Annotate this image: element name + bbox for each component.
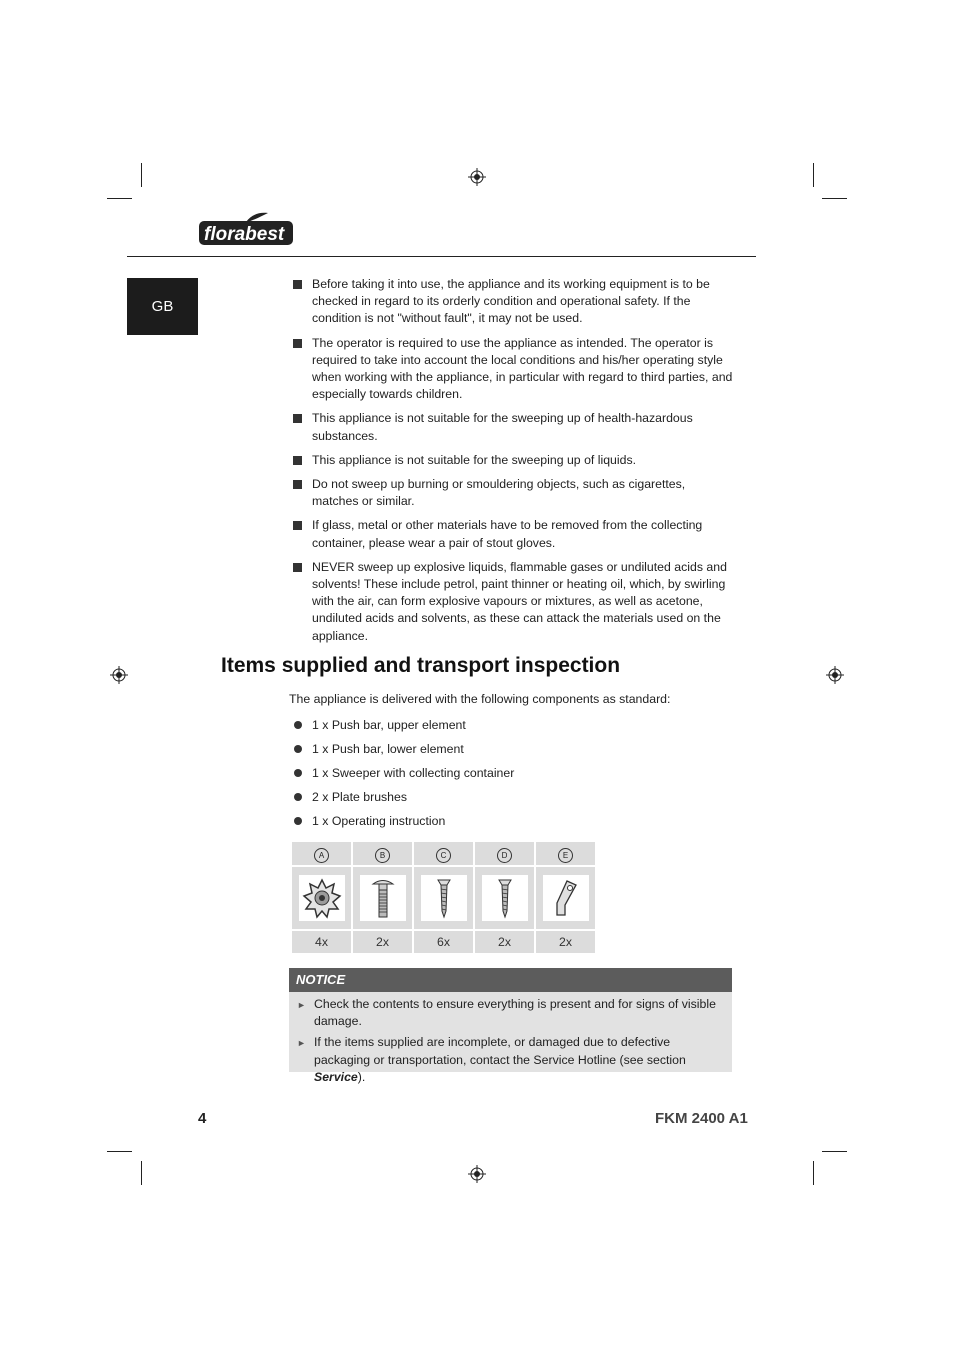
crop-mark — [813, 1161, 814, 1185]
registration-mark-icon — [468, 1165, 486, 1183]
header-rule — [127, 256, 756, 257]
parts-list — [293, 716, 514, 836]
crop-mark — [813, 163, 814, 187]
safety-item: This appliance is not suitable for the sweeping up of liquids. — [293, 452, 735, 469]
notice-item: ► If the items supplied are incomplete, or damaged due to defective packaging or transportation, contact the Service Hotline (see section Service). — [297, 1035, 686, 1084]
part-quantity: 4x — [292, 931, 351, 953]
model-number: FKM 2400 A1 — [655, 1110, 748, 1127]
table-cell — [353, 865, 412, 931]
square-bullet-icon — [293, 456, 302, 465]
bullet-icon — [294, 793, 302, 801]
part-quantity: 6x — [414, 931, 473, 953]
florabest-logo — [198, 212, 294, 246]
list-item: 1 x Sweeper with collecting container — [293, 764, 514, 788]
registration-mark-icon — [826, 666, 844, 684]
parts-table — [290, 842, 597, 953]
table-cell — [536, 865, 595, 931]
table-cell — [475, 842, 534, 865]
square-bullet-icon — [293, 480, 302, 489]
table-cell — [475, 865, 534, 931]
list-item: 2 x Plate brushes — [293, 788, 514, 812]
bullet-icon — [294, 769, 302, 777]
square-bullet-icon — [293, 339, 302, 348]
part-label: D — [497, 848, 512, 863]
language-tab: GB — [127, 278, 198, 335]
table-cell — [292, 865, 351, 931]
part-label: B — [375, 848, 390, 863]
crop-mark — [822, 198, 847, 199]
registration-mark-icon — [110, 666, 128, 684]
table-cell — [353, 842, 412, 865]
safety-item: This appliance is not suitable for the sweeping up of health-hazardous substances. — [293, 410, 735, 444]
safety-list — [293, 276, 735, 652]
table-cell — [414, 842, 473, 865]
square-bullet-icon — [293, 563, 302, 572]
notice-title: NOTICE — [289, 968, 732, 992]
list-item: 1 x Push bar, upper element — [293, 716, 514, 740]
registration-mark-icon — [468, 168, 486, 186]
list-item: 1 x Push bar, lower element — [293, 740, 514, 764]
safety-item: The operator is required to use the appliance as intended. The operator is required to take into account the local conditions and his/her operating style when working with the appliance, in particular with regard to third parties, and especially towards children. — [293, 335, 735, 404]
safety-item: If glass, metal or other materials have to be removed from the collecting container, please wear a pair of stout gloves. — [293, 517, 735, 551]
crop-mark — [107, 1151, 132, 1152]
crop-mark — [107, 198, 132, 199]
carriage-bolt-icon — [360, 875, 406, 921]
part-quantity: 2x — [475, 931, 534, 953]
bullet-icon — [294, 817, 302, 825]
part-label: E — [558, 848, 573, 863]
part-label: C — [436, 848, 451, 863]
square-bullet-icon — [293, 521, 302, 530]
arrow-right-icon: ► — [297, 1000, 306, 1010]
logo-text: florabest — [204, 224, 285, 245]
notice-item: ► Check the contents to ensure everything is present and for signs of visible damage. — [297, 997, 716, 1029]
safety-item: Do not sweep up burning or smouldering objects, such as cigarettes, matches or similar. — [293, 476, 735, 510]
service-reference: Service — [314, 1069, 358, 1084]
safety-item: Before taking it into use, the appliance and its working equipment is to be checked in regard to its orderly condition and operational safety. If the condition is not "without fault", it may not be used. — [293, 276, 735, 328]
section-heading: Items supplied and transport inspection — [221, 654, 621, 677]
crop-mark — [141, 163, 142, 187]
star-knob-icon — [299, 875, 345, 921]
screw-icon — [482, 875, 528, 921]
part-quantity: 2x — [536, 931, 595, 953]
table-cell — [536, 842, 595, 865]
part-label: A — [314, 848, 329, 863]
page-number: 4 — [198, 1110, 207, 1127]
crop-mark — [822, 1151, 847, 1152]
screw-icon — [421, 875, 467, 921]
leaf-icon — [198, 212, 294, 246]
safety-item: NEVER sweep up explosive liquids, flammable gases or undiluted acids and solvents! These include petrol, paint thinner or heating oil, which, by swirling with the air, can form explosive vapours or mixtures, as well as acetone, undiluted acids and solvents, as these can attack the materials used on the appliance. — [293, 559, 735, 645]
bracket-icon — [543, 875, 589, 921]
square-bullet-icon — [293, 414, 302, 423]
bullet-icon — [294, 745, 302, 753]
list-item: 1 x Operating instruction — [293, 812, 514, 836]
arrow-right-icon: ► — [297, 1038, 306, 1049]
bullet-icon — [294, 721, 302, 729]
square-bullet-icon — [293, 280, 302, 289]
table-cell — [414, 865, 473, 931]
table-cell — [292, 842, 351, 865]
part-quantity: 2x — [353, 931, 412, 953]
notice-box — [289, 968, 732, 1084]
crop-mark — [141, 1161, 142, 1185]
section-intro: The appliance is delivered with the following components as standard: — [289, 692, 671, 706]
